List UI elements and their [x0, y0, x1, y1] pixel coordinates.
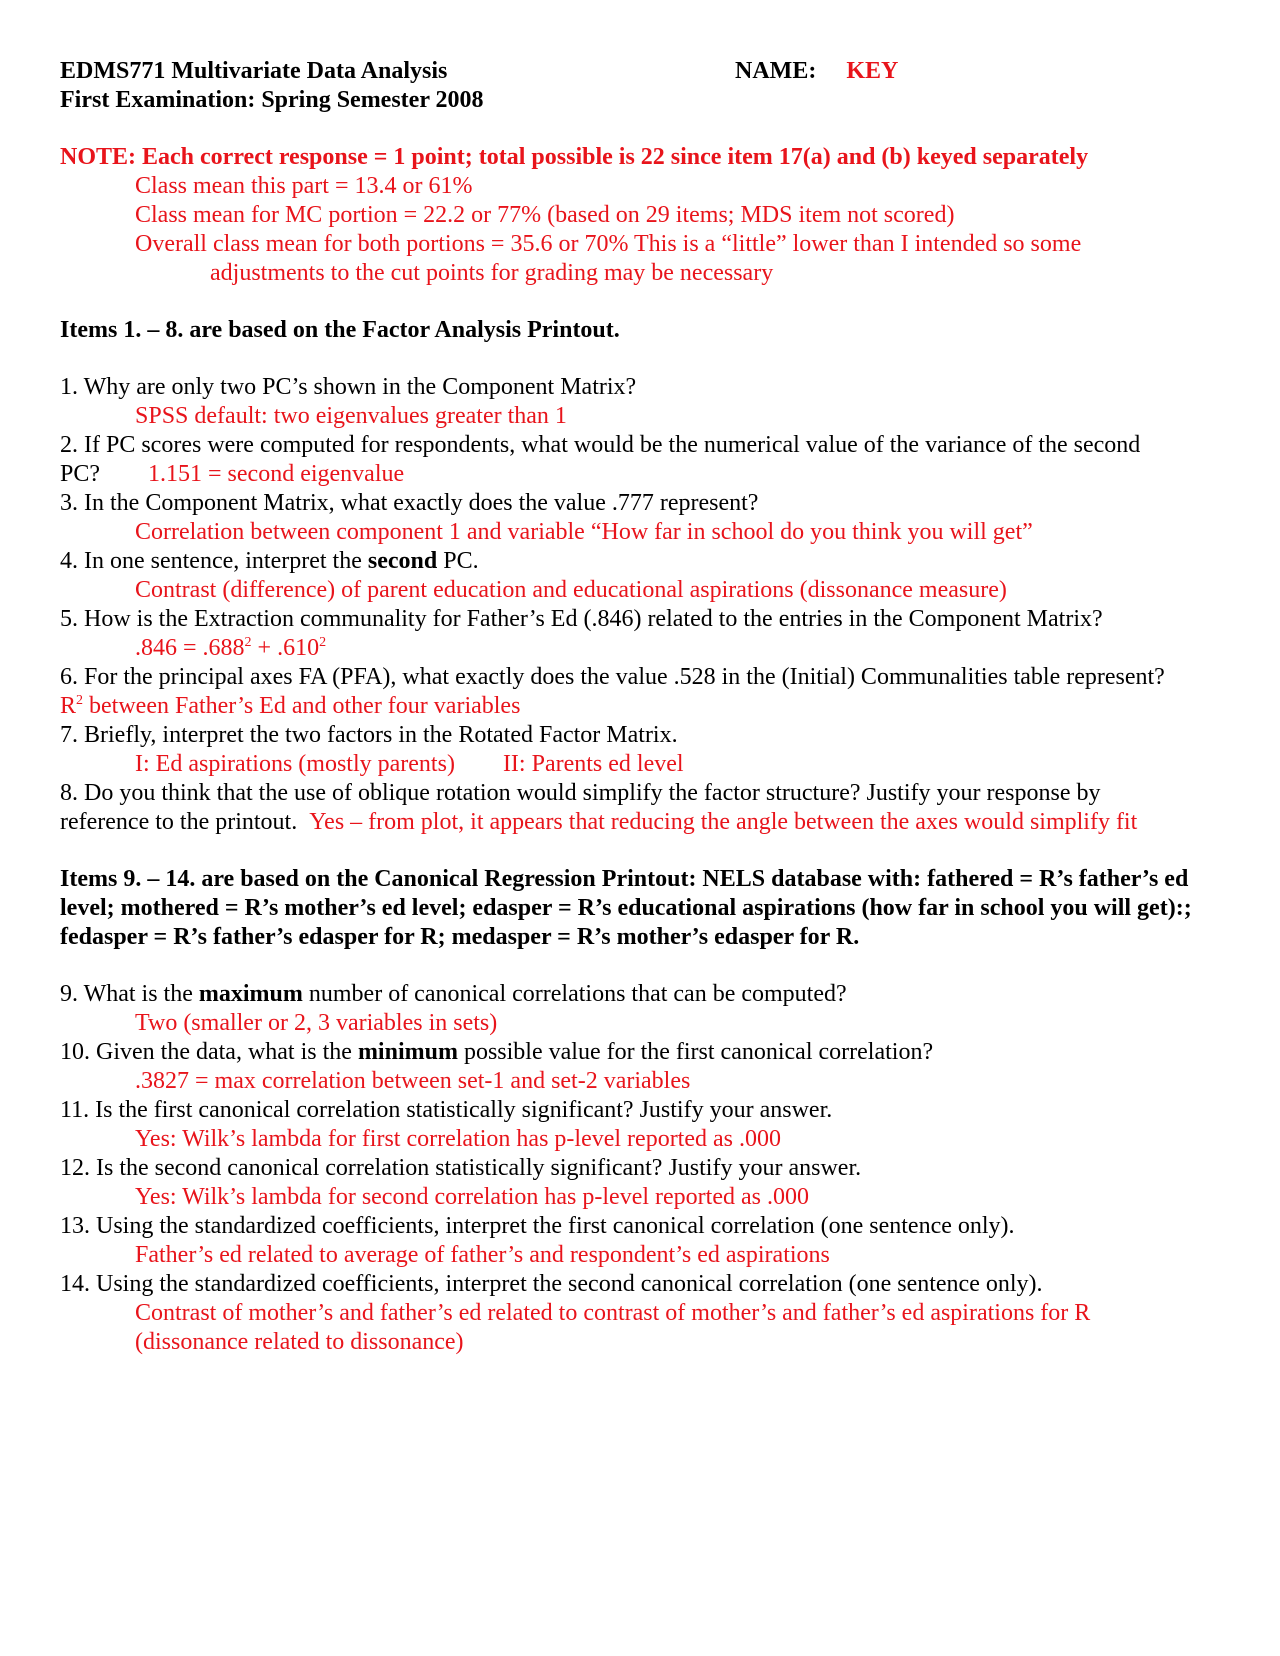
answer-1: SPSS default: two eigenvalues greater than 1	[135, 403, 567, 429]
note-main: NOTE: Each correct response = 1 point; total possible is 22 since item 17(a) and (b) keyed separately	[60, 144, 1089, 170]
question-6: 6. For the principal axes FA (PFA), what exactly does the value .528 in the (Initial) Communalities table represent?	[60, 664, 1165, 690]
document-page	[60, 57, 1240, 1357]
question-5: 5. How is the Extraction communality for Father’s Ed (.846) related to the entries in the Component Matrix?	[60, 606, 1103, 632]
header-line-1	[60, 57, 1240, 86]
note-line-4: adjustments to the cut points for grading may be necessary	[210, 260, 774, 286]
answer-7	[60, 750, 1240, 779]
question-13: 13. Using the standardized coefficients, interpret the first canonical correlation (one sentence only).	[60, 1213, 1015, 1239]
question-3: 3. In the Component Matrix, what exactly does the value .777 represent?	[60, 490, 759, 516]
question-8-cont: reference to the printout. Yes – from plot, it appears that reducing the angle between the axes would simplify fit	[60, 809, 1138, 835]
question-12: 12. Is the second canonical correlation statistically significant? Justify your answer.	[60, 1155, 862, 1181]
question-1: 1. Why are only two PC’s shown in the Component Matrix?	[60, 374, 637, 400]
section-2-heading: Items 9. – 14. are based on the Canonical Regression Printout: NELS database with: fathered = R’s father’s ed level; mothered = R’s mother’s ed level; edasper = R’s educational aspirations (how far in school you will get):; fedasper = R’s father’s edasper for R; medasper = R’s mother’s edasper for R.	[60, 866, 1192, 950]
answer-12: Yes: Wilk’s lambda for second correlation has p-level reported as .000	[135, 1184, 809, 1210]
answer-3: Correlation between component 1 and variable “How far in school do you think you will get”	[135, 519, 1033, 545]
answer-13: Father’s ed related to average of father’s and respondent’s ed aspirations	[135, 1242, 830, 1268]
answer-14-cont: (dissonance related to dissonance)	[135, 1329, 464, 1355]
question-4-emphasis: second	[367, 548, 438, 574]
section-1-heading: Items 1. – 8. are based on the Factor Analysis Printout.	[60, 317, 620, 343]
question-11: 11. Is the first canonical correlation statistically significant? Justify your answer.	[60, 1097, 833, 1123]
question-4: 4. In one sentence, interpret the second PC.	[60, 548, 479, 574]
question-7: 7. Briefly, interpret the two factors in the Rotated Factor Matrix.	[60, 722, 678, 748]
name-field	[735, 57, 898, 86]
question-2-end: PC?	[60, 461, 101, 487]
answer-2: 1.151 = second eigenvalue	[148, 461, 405, 487]
name-value: KEY	[846, 58, 899, 84]
answer-6: $R^2$ between Father’s Ed and other four variables	[60, 693, 521, 719]
answer-4: Contrast (difference) of parent education and educational aspirations (dissonance measure)	[135, 577, 1007, 603]
exam-title: First Examination: Spring Semester 2008	[60, 87, 484, 113]
note-line-2: Class mean for MC portion = 22.2 or 77% (based on 29 items; MDS item not scored)	[135, 202, 955, 228]
answer-14: Contrast of mother’s and father’s ed related to contrast of mother’s and father’s ed aspirations for R	[135, 1300, 1091, 1326]
question-2-cont	[60, 460, 1240, 489]
note-line-1: Class mean this part = 13.4 or 61%	[135, 173, 473, 199]
answer-10: .3827 = max correlation between set-1 and set-2 variables	[135, 1068, 691, 1094]
name-label: NAME:	[735, 58, 817, 84]
question-14: 14. Using the standardized coefficients, interpret the second canonical correlation (one sentence only).	[60, 1271, 1043, 1297]
note-line-3: Overall class mean for both portions = 35.6 or 70% This is a “little” lower than I intended so some	[135, 231, 1082, 257]
question-9: 9. What is the maximum number of canonical correlations that can be computed?	[60, 981, 847, 1007]
question-8: 8. Do you think that the use of oblique rotation would simplify the factor structure? Justify your response by	[60, 780, 1101, 806]
course-title: EDMS771 Multivariate Data Analysis	[60, 58, 448, 84]
question-10: 10. Given the data, what is the minimum possible value for the first canonical correlation?	[60, 1039, 934, 1065]
answer-7-factor-1: I: Ed aspirations (mostly parents)	[135, 751, 455, 777]
question-2: 2. If PC scores were computed for respondents, what would be the numerical value of the variance of the second	[60, 432, 1141, 458]
answer-7-factor-2: II: Parents ed level	[502, 751, 684, 777]
answer-8: Yes – from plot, it appears that reducing the angle between the axes would simplify fit	[309, 809, 1138, 835]
answer-9: Two (smaller or 2, 3 variables in sets)	[135, 1010, 498, 1036]
answer-5: $.846 = .688^2 + .610^2$	[135, 635, 327, 661]
answer-11: Yes: Wilk’s lambda for first correlation has p-level reported as .000	[135, 1126, 781, 1152]
